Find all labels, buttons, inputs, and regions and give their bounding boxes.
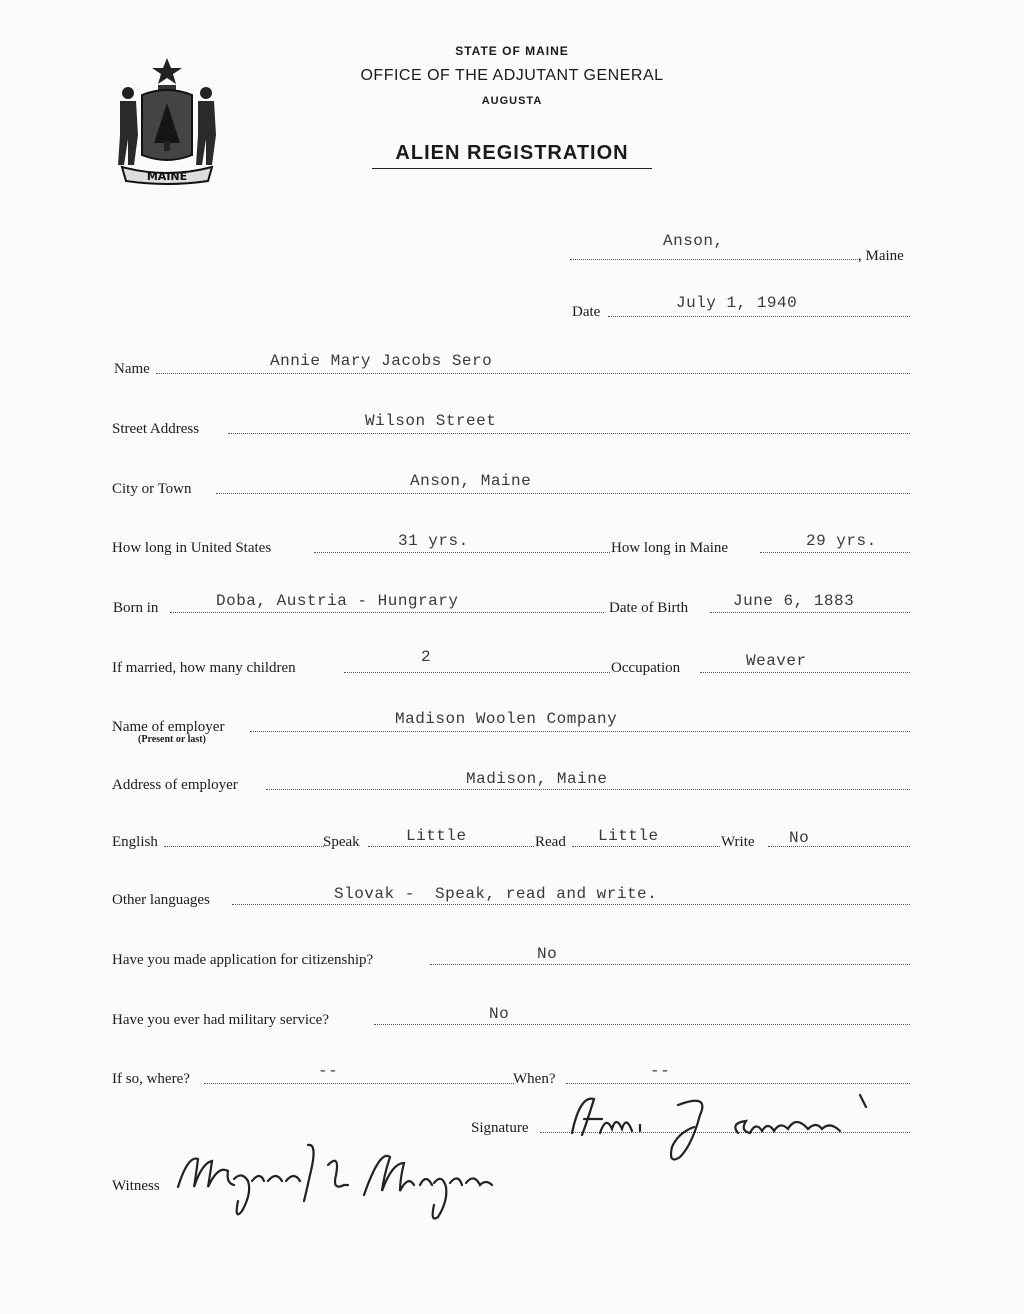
citizenship-value: No [537, 945, 558, 963]
header-state: STATE OF MAINE [455, 44, 569, 58]
maine-years-label: How long in Maine [611, 540, 729, 556]
witness-handwriting [168, 1135, 508, 1225]
dob-line [710, 612, 910, 613]
children-value: 2 [421, 648, 432, 666]
read-line [572, 846, 720, 847]
location-town: Anson, [663, 232, 724, 250]
maine-years-value: 29 yrs. [806, 532, 877, 550]
when-value: -- [650, 1062, 671, 1080]
name-value: Annie Mary Jacobs Sero [270, 352, 493, 370]
military-value: No [489, 1005, 510, 1023]
name-line [156, 373, 910, 374]
born-in-value: Doba, Austria - Hungrary [216, 592, 459, 610]
employer-value: Madison Woolen Company [395, 710, 618, 728]
english-line [164, 846, 324, 847]
citizenship-label: Have you made application for citizenship? [112, 952, 374, 968]
dob-value: June 6, 1883 [733, 592, 855, 610]
speak-value: Little [406, 827, 467, 845]
us-years-line [314, 552, 610, 553]
write-value: No [789, 829, 810, 847]
page-title: ALIEN REGISTRATION [395, 142, 629, 164]
read-label: Read [535, 834, 566, 850]
military-line [374, 1024, 910, 1025]
location-suffix: , Maine [858, 248, 904, 264]
signature-label: Signature [471, 1120, 529, 1136]
date-line [608, 316, 910, 317]
other-languages-value: Slovak - Speak, read and write. [334, 885, 658, 903]
witness-label: Witness [112, 1178, 160, 1194]
street-label: Street Address [112, 421, 200, 437]
employer-label: Name of employer [112, 719, 225, 735]
city-line [216, 493, 910, 494]
date-value: July 1, 1940 [676, 294, 798, 312]
street-line [228, 433, 910, 434]
where-label: If so, where? [112, 1071, 190, 1087]
name-label: Name [114, 361, 150, 377]
employer-address-value: Madison, Maine [466, 770, 608, 788]
header-office: OFFICE OF THE ADJUTANT GENERAL [360, 67, 664, 84]
born-in-label: Born in [113, 600, 159, 616]
when-label: When? [513, 1071, 556, 1087]
dob-label: Date of Birth [609, 600, 689, 616]
english-label: English [112, 834, 158, 850]
write-label: Write [721, 834, 755, 850]
seal-banner-text: MAINE [146, 170, 188, 183]
us-years-label: How long in United States [112, 540, 272, 556]
occupation-value: Weaver [746, 652, 807, 670]
us-years-value: 31 yrs. [398, 532, 469, 550]
where-line [204, 1083, 514, 1084]
children-line [344, 672, 610, 673]
other-languages-line [232, 904, 910, 905]
employer-sublabel: (Present or last) [138, 734, 206, 745]
employer-address-line [266, 789, 910, 790]
speak-label: Speak [323, 834, 360, 850]
header-city: AUGUSTA [481, 95, 543, 107]
occupation-label: Occupation [611, 660, 681, 676]
signature-handwriting [560, 1085, 900, 1165]
employer-address-label: Address of employer [112, 777, 238, 793]
born-in-line [170, 612, 604, 613]
street-value: Wilson Street [365, 412, 497, 430]
read-value: Little [598, 827, 659, 845]
city-label: City or Town [112, 481, 192, 497]
military-label: Have you ever had military service? [112, 1012, 329, 1028]
occupation-line [700, 672, 910, 673]
date-label: Date [572, 304, 601, 320]
children-label: If married, how many children [112, 660, 296, 676]
maine-years-line [760, 552, 910, 553]
location-line [570, 259, 860, 260]
when-line [566, 1083, 910, 1084]
employer-line [250, 731, 910, 732]
other-languages-label: Other languages [112, 892, 210, 908]
speak-line [368, 846, 534, 847]
title-underline [372, 168, 652, 169]
city-value: Anson, Maine [410, 472, 532, 490]
citizenship-line [430, 964, 910, 965]
where-value: -- [318, 1062, 339, 1080]
